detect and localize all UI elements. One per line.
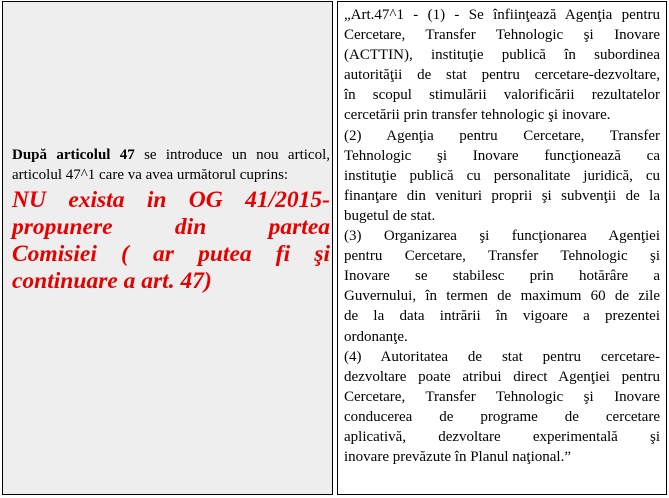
text-line: bugetul de stat. <box>344 207 436 224</box>
paragraph-1 <box>344 5 660 126</box>
note-line: propunere din partea <box>12 214 330 240</box>
text-line: cercetării prin transfer tehnologic şi inovare. <box>344 107 611 124</box>
text-line: finanţare din venituri proprii şi subvenţii de la <box>344 187 660 204</box>
note-line: Comisiei ( ar putea fi şi <box>12 241 330 267</box>
right-cell <box>338 1 667 495</box>
amendment-intro <box>12 145 330 185</box>
text-line: pentru Cercetare, Transfer Tehnologic şi <box>344 248 660 265</box>
text-line: în scopul stimulării valorificării rezultatelor <box>344 87 660 104</box>
paragraph-4 <box>344 347 660 468</box>
text-line: autorităţii de stat pentru cercetare-dezvoltare, <box>344 67 660 84</box>
text-line: inovare prevăzute în Planul naţional.” <box>344 449 571 466</box>
left-cell <box>2 1 332 495</box>
text-line: Cercetare, Transfer Tehnologic şi Inovare <box>344 388 660 405</box>
text-line: Cercetare, Transfer Tehnologic şi Inovare <box>344 27 660 44</box>
text-line: „Art.47^1 - (1) - Se înfiinţează Agenţia pentru <box>344 7 660 23</box>
text-line: aplicativă, dezvoltare experimentală şi <box>344 428 660 445</box>
text-line: de la data intrării în vigoare a prezentei <box>344 308 660 325</box>
text-line: (ACTTIN), instituţie publică în subordinea <box>344 47 660 64</box>
note-line: continuare a art. 47) <box>12 268 212 294</box>
intro-text: se introduce un nou articol, articolul 47^1 care va avea următorul cuprins: <box>12 147 330 183</box>
note-line: NU exista in OG 41/2015- <box>12 187 330 213</box>
intro-bold-text: După articolul 47 <box>12 147 135 163</box>
text-line: (2) Agenţia pentru Cercetare, Transfer <box>344 127 660 144</box>
text-line: dezvoltare poate atribui direct Agenţiei pentru <box>344 368 660 385</box>
article-text <box>344 5 660 467</box>
text-line: Tehnologic şi Inovare funcţionează ca <box>344 147 660 164</box>
text-line: ordonanţe. <box>344 328 408 345</box>
text-line: conducerea de programe de cercetare <box>344 408 660 425</box>
text-line: Guvernului, în termen de maximum 60 de zile <box>344 288 660 305</box>
text-line: (3) Organizarea şi funcţionarea Agenţiei <box>344 228 660 245</box>
paragraph-2 <box>344 126 660 226</box>
commission-note <box>12 187 330 295</box>
text-line: (4) Autoritatea de stat pentru cercetare- <box>344 348 660 365</box>
text-line: instituţie publică cu personalitate juridică, cu <box>344 167 660 184</box>
left-cell-content <box>12 145 330 295</box>
paragraph-3 <box>344 226 660 347</box>
text-line: Inovare se stabilesc prin hotărâre a <box>344 268 660 285</box>
